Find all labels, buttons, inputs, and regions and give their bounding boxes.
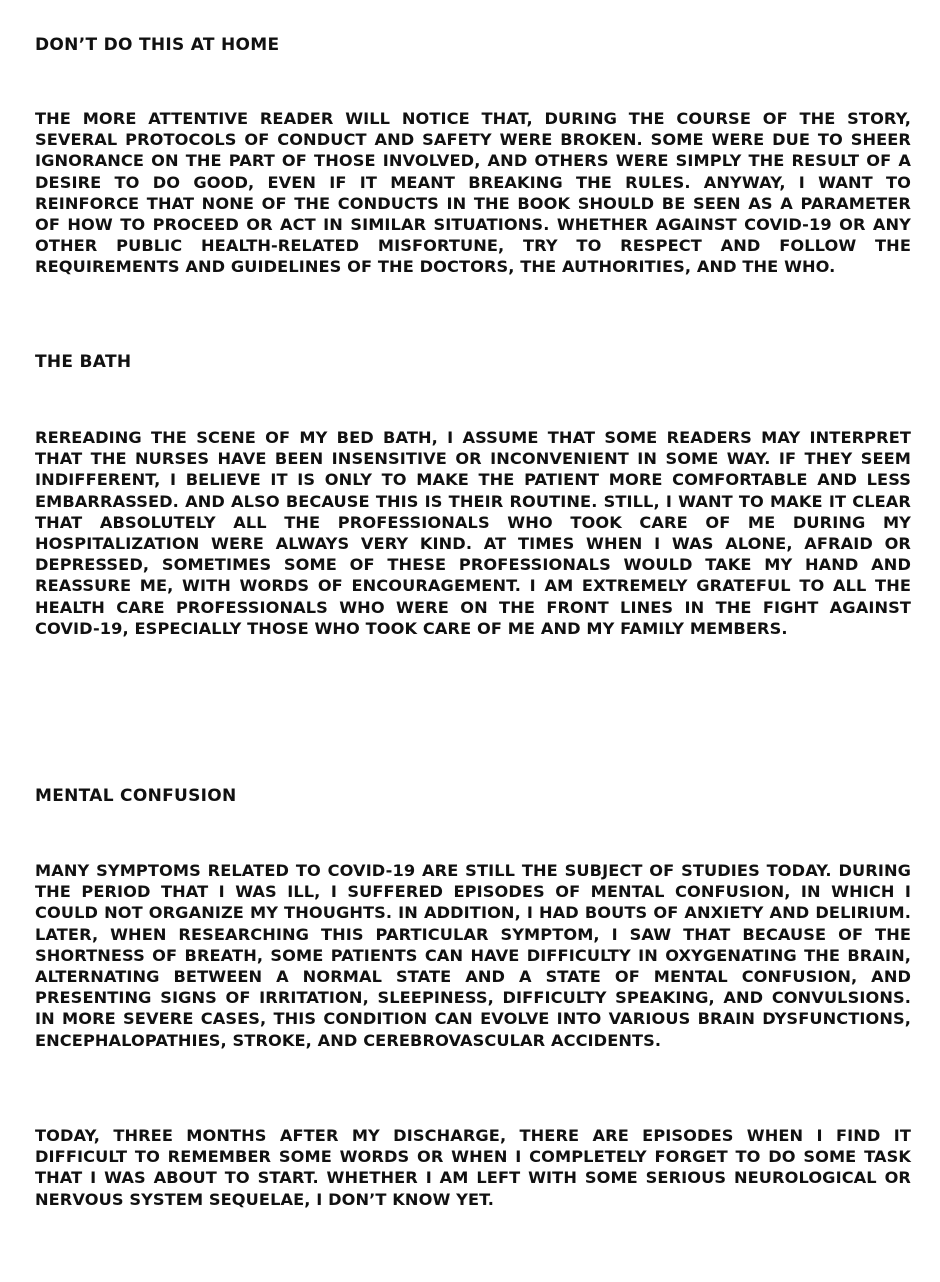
- section-heading-the-bath: THE BATH: [35, 352, 132, 372]
- section-paragraph: TODAY, THREE MONTHS AFTER MY DISCHARGE, THERE ARE EPISODES WHEN I FIND IT DIFFICULT TO REMEMBER SOME WORDS OR WHEN I COMPLETELY FORGET TO DO SOME TASK THAT I WAS ABOUT TO START. WHETHER I AM LEFT WITH SOME SERIOUS NEUROLOGICAL OR NERVOUS SYSTEM SEQUELAE, I DON’T KNOW YET.: [35, 1126, 911, 1209]
- section-heading-dont-do-this-at-home: DON’T DO THIS AT HOME: [35, 35, 280, 55]
- section-paragraph: MANY SYMPTOMS RELATED TO COVID-19 ARE STILL THE SUBJECT OF STUDIES TODAY. DURING THE PERIOD THAT I WAS ILL, I SUFFERED EPISODES OF MENTAL CONFUSION, IN WHICH I COULD NOT ORGANIZE MY THOUGHTS. IN ADDITION, I HAD BOUTS OF ANXIETY AND DELIRIUM. LATER, WHEN RESEARCHING THIS PARTICULAR SYMPTOM, I SAW THAT BECAUSE OF THE SHORTNESS OF BREATH, SOME PATIENTS CAN HAVE DIFFICULTY IN OXYGENATING THE BRAIN, ALTERNATING BETWEEN A NORMAL STATE AND A STATE OF MENTAL CONFUSION, AND PRESENTING SIGNS OF IRRITATION, SLEEPINESS, DIFFICULTY SPEAKING, AND CONVULSIONS. IN MORE SEVERE CASES, THIS CONDITION CAN EVOLVE INTO VARIOUS BRAIN DYSFUNCTIONS, ENCEPHALOPATHIES, STROKE, AND CEREBROVASCULAR ACCIDENTS.: [35, 861, 911, 1050]
- section-heading-mental-confusion: MENTAL CONFUSION: [35, 786, 237, 806]
- section-paragraph: THE MORE ATTENTIVE READER WILL NOTICE THAT, DURING THE COURSE OF THE STORY, SEVERAL PROTOCOLS OF CONDUCT AND SAFETY WERE BROKEN. SOME WERE DUE TO SHEER IGNORANCE ON THE PART OF THOSE INVOLVED, AND OTHERS WERE SIMPLY THE RESULT OF A DESIRE TO DO GOOD, EVEN IF IT MEANT BREAKING THE RULES. ANYWAY, I WANT TO REINFORCE THAT NONE OF THE CONDUCTS IN THE BOOK SHOULD BE SEEN AS A PARAMETER OF HOW TO PROCEED OR ACT IN SIMILAR SITUATIONS. WHETHER AGAINST COVID-19 OR ANY OTHER PUBLIC HEALTH-RELATED MISFORTUNE, TRY TO RESPECT AND FOLLOW THE REQUIREMENTS AND GUIDELINES OF THE DOCTORS, THE AUTHORITIES, AND THE WHO.: [35, 109, 911, 277]
- section-paragraph: REREADING THE SCENE OF MY BED BATH, I ASSUME THAT SOME READERS MAY INTERPRET THAT THE NURSES HAVE BEEN INSENSITIVE OR INCONVENIENT IN SOME WAY. IF THEY SEEM INDIFFERENT, I BELIEVE IT IS ONLY TO MAKE THE PATIENT MORE COMFORTABLE AND LESS EMBARRASSED. AND ALSO BECAUSE THIS IS THEIR ROUTINE. STILL, I WANT TO MAKE IT CLEAR THAT ABSOLUTELY ALL THE PROFESSIONALS WHO TOOK CARE OF ME DURING MY HOSPITALIZATION WERE ALWAYS VERY KIND. AT TIMES WHEN I WAS ALONE, AFRAID OR DEPRESSED, SOMETIMES SOME OF THESE PROFESSIONALS WOULD TAKE MY HAND AND REASSURE ME, WITH WORDS OF ENCOURAGEMENT. I AM EXTREMELY GRATEFUL TO ALL THE HEALTH CARE PROFESSIONALS WHO WERE ON THE FRONT LINES IN THE FIGHT AGAINST COVID-19, ESPECIALLY THOSE WHO TOOK CARE OF ME AND MY FAMILY MEMBERS.: [35, 428, 911, 638]
